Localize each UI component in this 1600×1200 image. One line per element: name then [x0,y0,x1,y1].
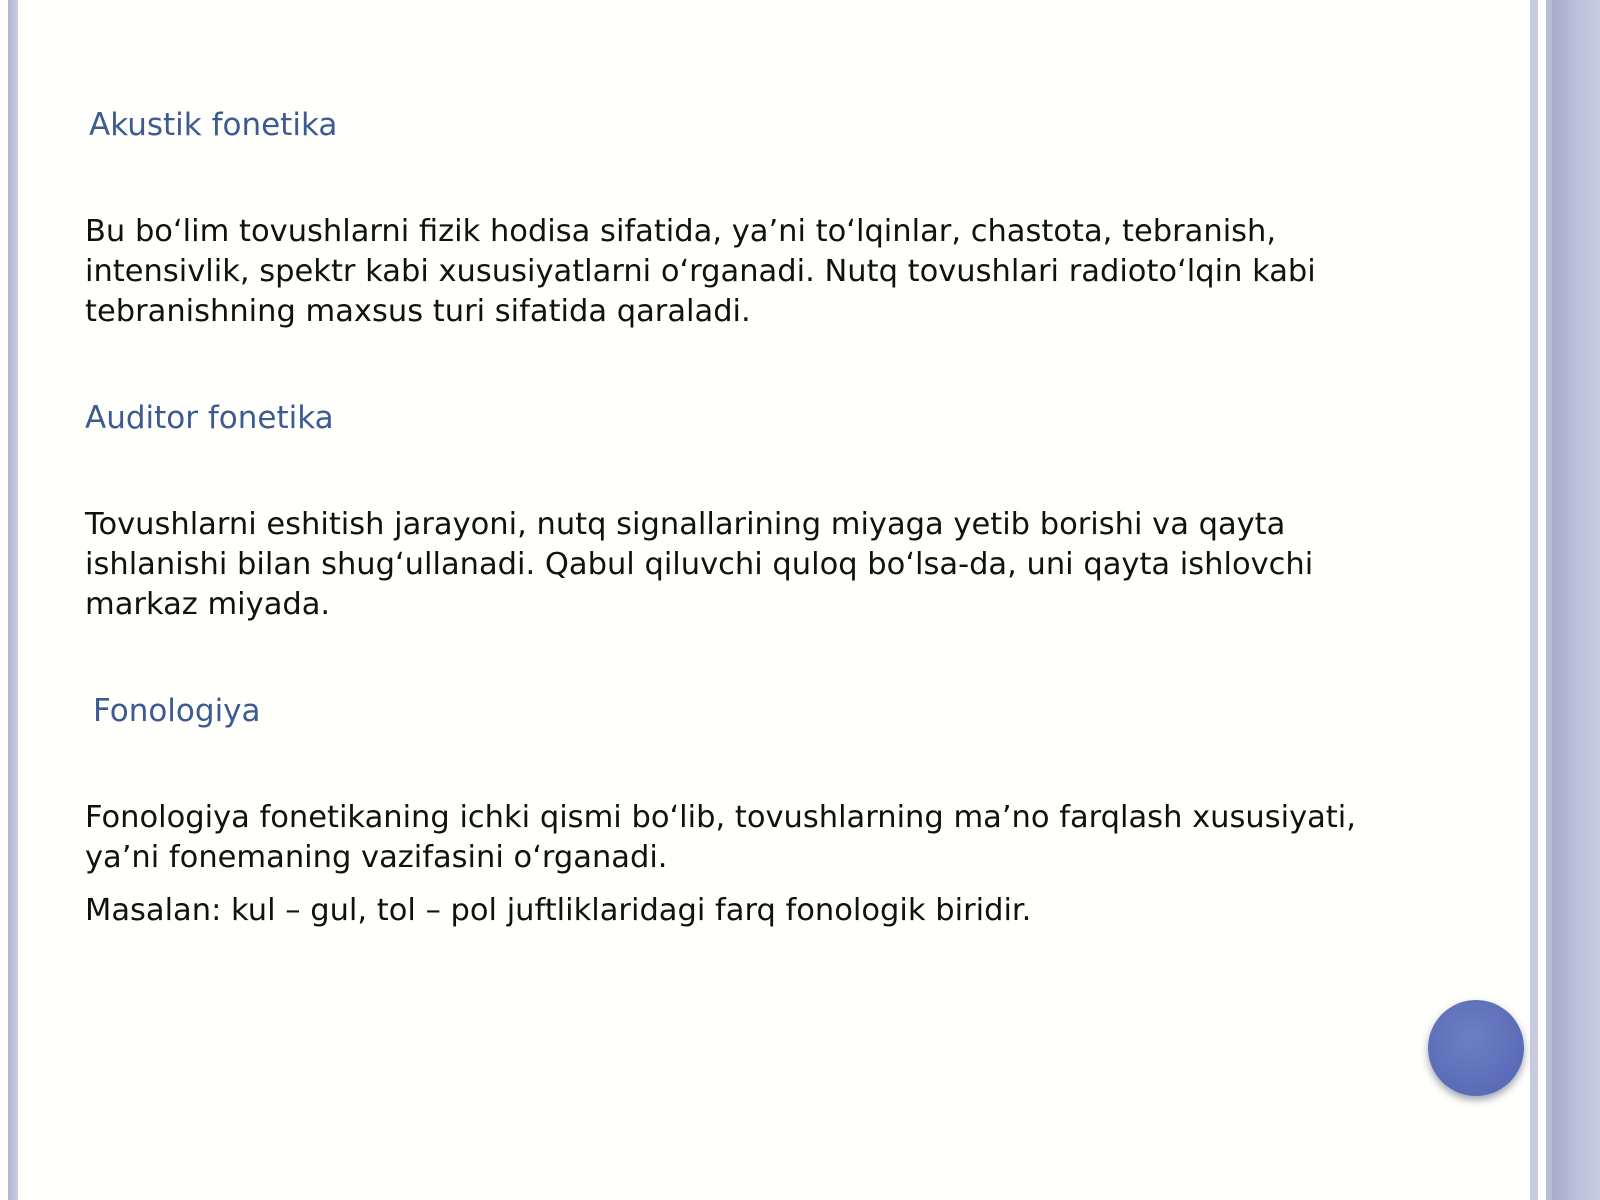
paragraph-fonologiya-example: Masalan: kul – gul, tol – pol juftliklaridagi farq fonologik biridir. [85,893,1032,928]
right-border-bars [1524,0,1600,1200]
heading-auditor-fonetika: Auditor fonetika [85,400,334,436]
heading-akustik-fonetika: Akustik fonetika [89,107,338,143]
left-border-bar [8,0,18,1200]
right-border-stripe [1530,0,1538,1200]
paragraph-akustik-fonetika: Bu bo‘lim tovushlarni fizik hodisa sifatida, ya’ni to‘lqinlar, chastota, tebranish, intensivlik, spektr kabi xususiyatlarni o‘rganadi. Nutq tovushlari radioto‘lqin kabi tebranishning maxsus turi sifatida qaraladi. [85,214,1316,329]
paragraph-auditor-fonetika: Tovushlarni eshitish jarayoni, nutq signallarining miyaga yetib borishi va qayta ishlanishi bilan shug‘ullanadi. Qabul qiluvchi quloq bo‘lsa-da, uni qayta ishlovchi markaz miyada. [85,507,1314,622]
paragraph-fonologiya: Fonologiya fonetikaning ichki qismi bo‘lib, tovushlarning ma’no farqlash xususiyati, ya’ni fonemaning vazifasini o‘rganadi. [85,800,1356,875]
right-border-stripe [1552,0,1600,1200]
heading-fonologiya: Fonologiya [93,693,261,729]
decorative-circle [1428,1000,1524,1096]
